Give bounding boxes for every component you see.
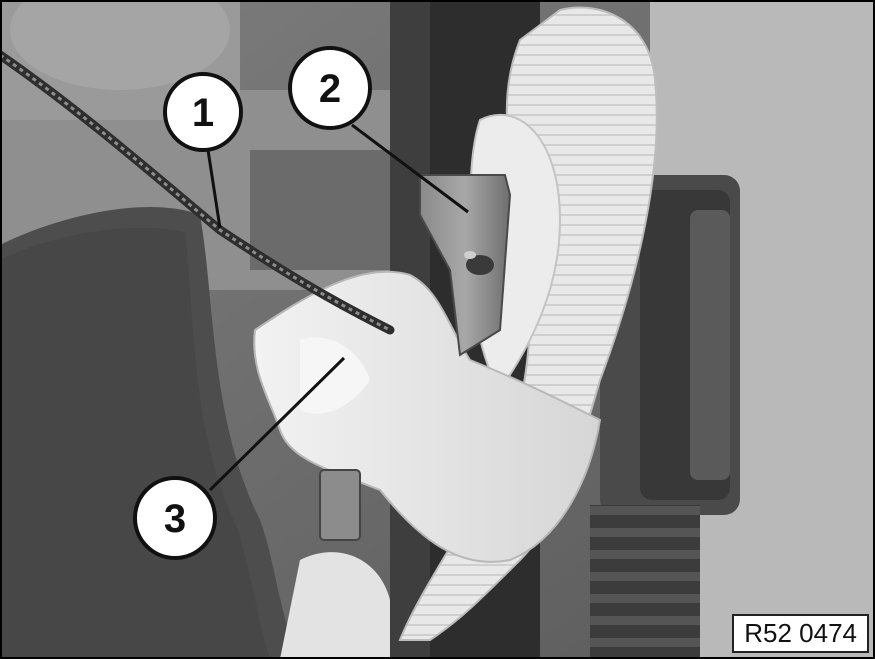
callout-2	[290, 48, 370, 128]
callout-1	[165, 74, 241, 150]
callout-1-label: 1	[191, 91, 215, 135]
callout-3-label: 3	[163, 497, 187, 541]
lower-clip	[320, 470, 360, 540]
reference-code-label: R52 0474	[732, 614, 869, 653]
callout-3	[135, 478, 215, 558]
corrugated-bellows	[590, 505, 700, 659]
callout-2-label: 2	[318, 67, 342, 111]
